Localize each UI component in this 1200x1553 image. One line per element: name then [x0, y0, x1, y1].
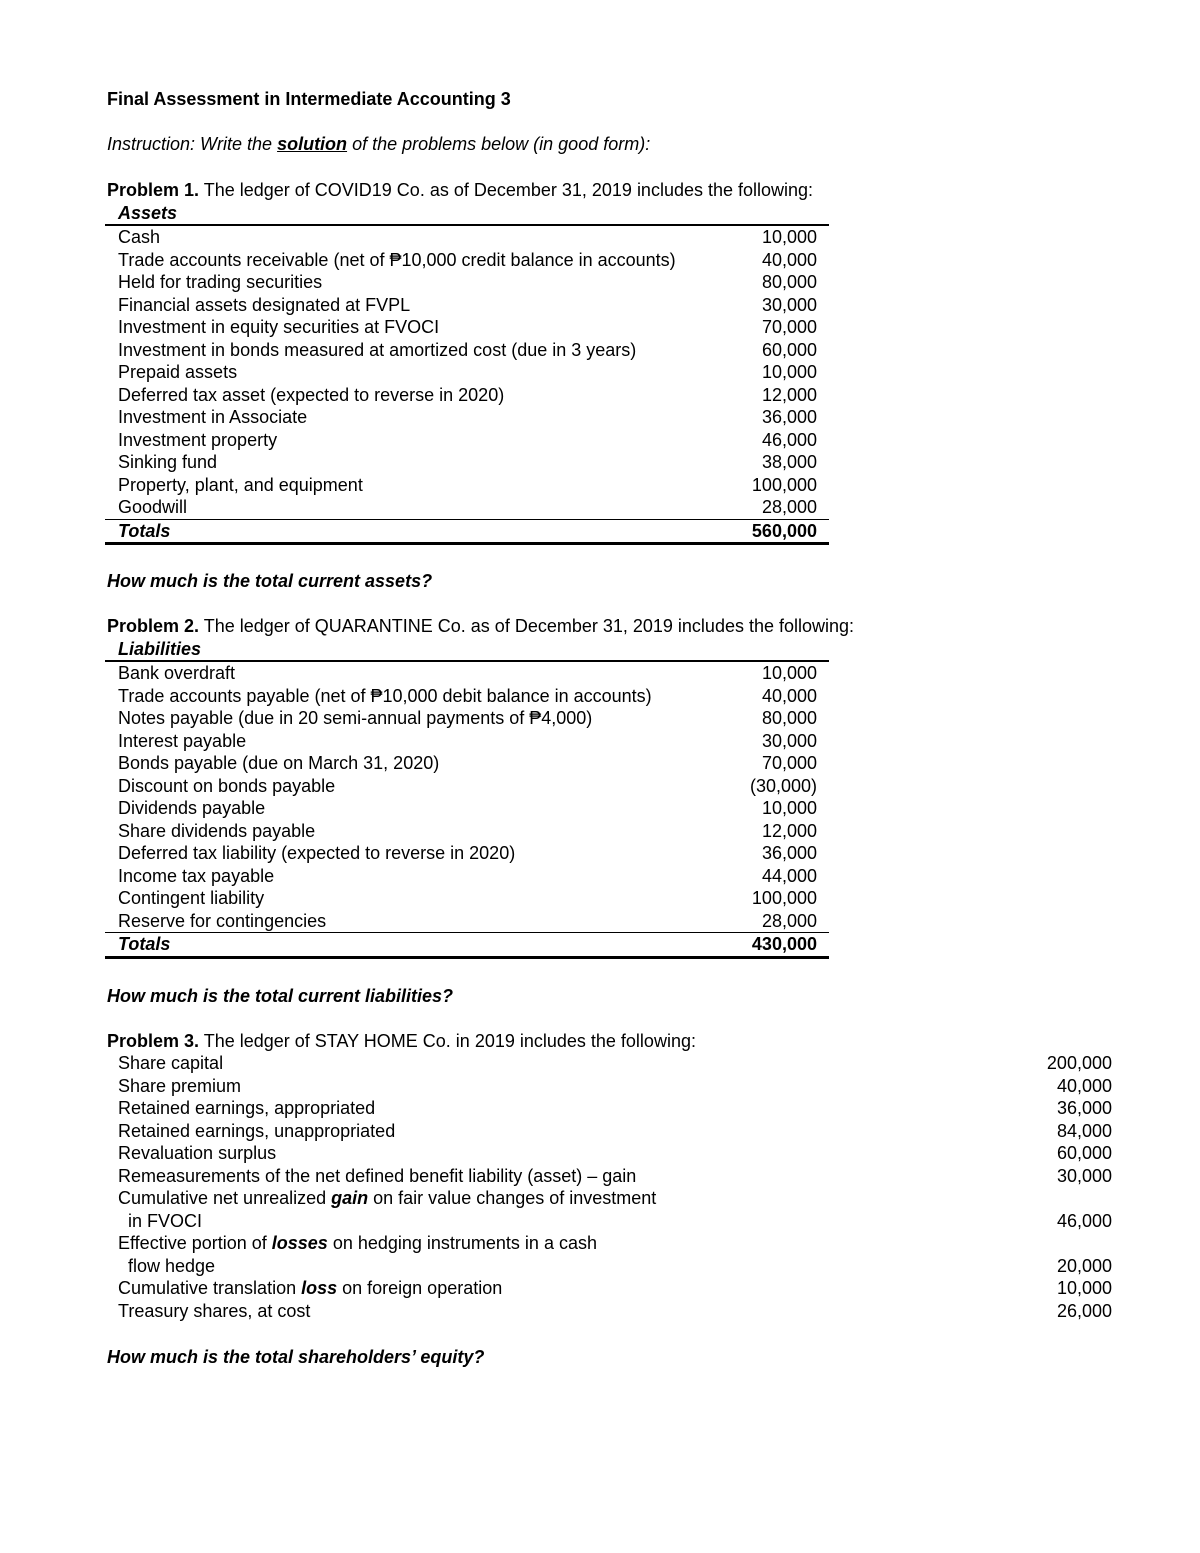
equity-fvoci-label: [118, 1187, 656, 1232]
asset-row-amount: 10,000: [761, 362, 817, 382]
equity-row-label: Revaluation surplus: [118, 1143, 277, 1163]
asset-row-label: Deferred tax asset (expected to reverse in 2020): [118, 384, 505, 405]
asset-row: [105, 406, 829, 429]
equity-treasury-amount: 26,000: [1056, 1300, 1112, 1321]
asset-row-label: Investment in equity securities at FVOCI: [118, 317, 440, 337]
liability-row-amount: (30,000): [749, 775, 817, 796]
liability-row-label: Income tax payable: [118, 865, 275, 886]
liability-row-amount: 10,000: [761, 663, 817, 683]
equity-row-label: Retained earnings, appropriated: [118, 1098, 376, 1118]
liability-row: [105, 865, 829, 888]
asset-row-amount: 12,000: [761, 384, 817, 405]
equity-row-translation: [118, 1277, 1112, 1300]
equity-row-amount: 36,000: [1056, 1098, 1112, 1118]
equity-simple-rows: [118, 1052, 1112, 1187]
assets-rows: [105, 224, 829, 519]
liability-row: [105, 662, 829, 685]
asset-row: [105, 384, 829, 407]
asset-row-amount: 28,000: [761, 497, 817, 517]
equity-row-amount: 60,000: [1056, 1143, 1112, 1163]
instruction-after: of the problems below (in good form):: [347, 134, 651, 154]
equity-hedge-label: [118, 1232, 597, 1277]
liability-row-amount: 12,000: [761, 820, 817, 841]
liabilities-category-header: Liabilities: [118, 639, 202, 659]
problem-3-text: The ledger of STAY HOME Co. in 2019 includes the following:: [199, 1031, 696, 1051]
equity-translation-keyword: loss: [301, 1278, 338, 1298]
equity-row-label: Remeasurements of the net defined benefit liability (asset) – gain: [118, 1165, 637, 1186]
asset-row-amount: 60,000: [761, 339, 817, 360]
asset-row: [105, 294, 829, 317]
equity-row-amount: 40,000: [1056, 1075, 1112, 1096]
liability-row: [105, 842, 829, 865]
asset-row-amount: 46,000: [761, 429, 817, 450]
asset-row-label: Investment in bonds measured at amortized cost (due in 3 years): [118, 339, 637, 360]
equity-list: [118, 1052, 1112, 1322]
liability-row-label: Deferred tax liability (expected to reverse in 2020): [118, 843, 516, 863]
liability-row: [105, 775, 829, 798]
asset-row-amount: 38,000: [761, 452, 817, 472]
equity-fvoci-post: on fair value changes of investment: [368, 1188, 657, 1208]
asset-row-label: Held for trading securities: [118, 272, 323, 292]
problem-3-label: Problem 3.: [107, 1031, 200, 1051]
asset-row: [105, 249, 829, 272]
liability-row-amount: 10,000: [761, 798, 817, 818]
instruction-before: Instruction: Write the: [107, 134, 278, 154]
asset-row: [105, 316, 829, 339]
equity-hedge-keyword: losses: [271, 1233, 328, 1253]
instruction: [107, 134, 650, 155]
problem-1-text: The ledger of COVID19 Co. as of December 31, 2019 includes the following:: [199, 180, 814, 200]
asset-row-amount: 36,000: [761, 407, 817, 427]
equity-row-amount: 30,000: [1056, 1165, 1112, 1186]
asset-row-label: Goodwill: [118, 497, 188, 517]
equity-hedge-line2: flow hedge: [128, 1255, 216, 1276]
equity-row-label: Share premium: [118, 1075, 242, 1096]
asset-row-label: Cash: [118, 227, 161, 247]
asset-row-amount: 10,000: [761, 227, 817, 247]
asset-row: [105, 496, 829, 519]
asset-row: [105, 429, 829, 452]
problem-2-text: The ledger of QUARANTINE Co. as of December 31, 2019 includes the following:: [199, 616, 855, 636]
liability-row: [105, 730, 829, 753]
document-title: Final Assessment in Intermediate Accounting 3: [107, 89, 511, 109]
asset-row-label: Property, plant, and equipment: [118, 474, 363, 495]
assets-total-label: Totals: [118, 520, 171, 541]
liability-row-amount: 44,000: [761, 865, 817, 886]
asset-row-label: Investment property: [118, 429, 278, 450]
liability-row-label: Share dividends payable: [118, 820, 316, 841]
liability-row-label: Bank overdraft: [118, 663, 236, 683]
equity-fvoci-pre: Cumulative net unrealized: [118, 1188, 332, 1208]
liabilities-rows: [105, 660, 829, 932]
equity-translation-pre: Cumulative translation: [118, 1278, 302, 1298]
asset-row-label: Investment in Associate: [118, 407, 308, 427]
problem-3-question: How much is the total shareholders’ equity?: [107, 1347, 485, 1367]
liability-row: [105, 820, 829, 843]
liability-row-label: Trade accounts payable (net of ₱10,000 debit balance in accounts): [118, 685, 652, 706]
equity-row-hedge: [118, 1232, 1112, 1277]
asset-row-amount: 70,000: [761, 317, 817, 337]
liability-row: [105, 752, 829, 775]
asset-row: [105, 271, 829, 294]
liabilities-ledger-table: [105, 638, 829, 959]
asset-row-label: Sinking fund: [118, 452, 218, 472]
liabilities-total-label: Totals: [118, 934, 171, 954]
liability-row-label: Reserve for contingencies: [118, 910, 327, 931]
liability-row: [105, 707, 829, 730]
asset-row-amount: 40,000: [761, 249, 817, 270]
liability-row-label: Contingent liability: [118, 888, 265, 908]
liability-row: [105, 887, 829, 910]
asset-row-amount: 30,000: [761, 294, 817, 315]
equity-fvoci-keyword: gain: [331, 1188, 369, 1208]
liability-row: [105, 797, 829, 820]
liability-row-amount: 28,000: [761, 910, 817, 931]
asset-row-label: Trade accounts receivable (net of ₱10,000 credit balance in accounts): [118, 249, 676, 270]
liability-row-amount: 36,000: [761, 843, 817, 863]
problem-3-heading: [107, 1031, 696, 1052]
asset-row-amount: 100,000: [751, 474, 817, 495]
equity-row: [118, 1075, 1112, 1098]
asset-row: [105, 339, 829, 362]
equity-row-treasury: [118, 1300, 1112, 1323]
equity-row: [118, 1120, 1112, 1143]
asset-row: [105, 226, 829, 249]
assets-total-amount: 560,000: [751, 520, 817, 541]
problem-1-heading: [107, 180, 813, 201]
equity-hedge-pre: Effective portion of: [118, 1233, 272, 1253]
asset-row: [105, 474, 829, 497]
problem-1-label: Problem 1.: [107, 180, 200, 200]
equity-row: [118, 1052, 1112, 1075]
asset-row: [105, 451, 829, 474]
liability-row-amount: 30,000: [761, 730, 817, 751]
liability-row-amount: 40,000: [761, 685, 817, 706]
equity-row: [118, 1097, 1112, 1120]
problem-1-question: How much is the total current assets?: [107, 571, 433, 591]
asset-row-amount: 80,000: [761, 272, 817, 292]
assets-total-row: [105, 519, 829, 546]
equity-hedge-amount: 20,000: [1056, 1255, 1112, 1276]
liability-row-amount: 80,000: [761, 708, 817, 728]
equity-fvoci-amount: 46,000: [1056, 1210, 1112, 1231]
assets-category-header: Assets: [118, 203, 178, 223]
liability-row-label: Notes payable (due in 20 semi-annual payments of ₱4,000): [118, 708, 593, 728]
equity-translation-amount: 10,000: [1056, 1278, 1112, 1298]
equity-row: [118, 1165, 1112, 1188]
equity-treasury-label: Treasury shares, at cost: [118, 1300, 311, 1321]
problem-2-question: How much is the total current liabilities?: [107, 986, 454, 1006]
liabilities-total-amount: 430,000: [751, 934, 817, 954]
equity-hedge-post: on hedging instruments in a cash: [327, 1233, 597, 1253]
problem-2-heading: [107, 616, 854, 637]
liability-row: [105, 910, 829, 933]
liability-row-amount: 100,000: [751, 888, 817, 908]
liabilities-total-row: [105, 932, 829, 959]
equity-fvoci-line2: in FVOCI: [128, 1210, 203, 1231]
liability-row-label: Interest payable: [118, 730, 247, 751]
equity-row: [118, 1142, 1112, 1165]
assets-ledger-table: [105, 202, 829, 545]
equity-translation-label: [118, 1277, 502, 1300]
liability-row-label: Discount on bonds payable: [118, 775, 336, 796]
asset-row-label: Prepaid assets: [118, 362, 238, 382]
equity-row-label: Retained earnings, unappropriated: [118, 1120, 396, 1141]
liability-row: [105, 685, 829, 708]
asset-row: [105, 361, 829, 384]
liability-row-label: Dividends payable: [118, 798, 266, 818]
liability-row-label: Bonds payable (due on March 31, 2020): [118, 753, 440, 773]
equity-row-label: Share capital: [118, 1053, 224, 1073]
equity-translation-post: on foreign operation: [337, 1278, 503, 1298]
liability-row-amount: 70,000: [761, 753, 817, 773]
equity-row-amount: 200,000: [1046, 1053, 1112, 1073]
instruction-keyword: solution: [277, 134, 348, 154]
asset-row-label: Financial assets designated at FVPL: [118, 294, 411, 315]
problem-2-label: Problem 2.: [107, 616, 200, 636]
equity-row-fvoci: [118, 1187, 1112, 1232]
equity-row-amount: 84,000: [1056, 1120, 1112, 1141]
